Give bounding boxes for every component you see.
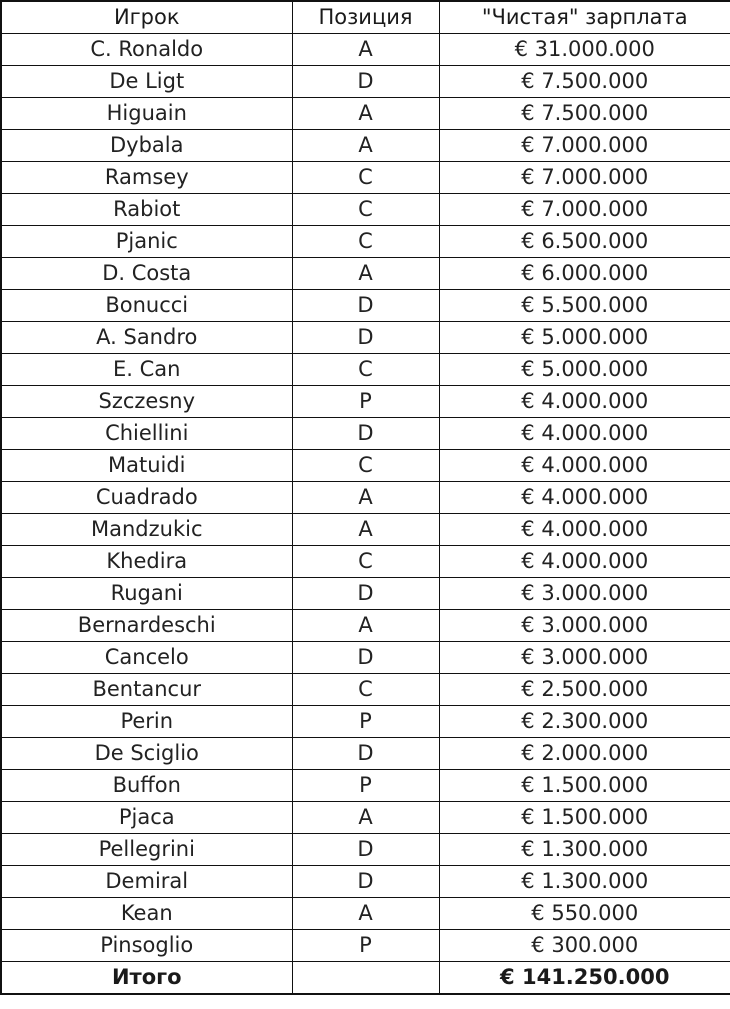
table-row <box>1 258 730 290</box>
salary-cell: € 4.000.000 <box>439 450 730 482</box>
table-row <box>1 290 730 322</box>
position-cell: A <box>292 802 439 834</box>
player-cell: D. Costa <box>1 258 292 290</box>
position-cell: P <box>292 386 439 418</box>
salary-cell: € 3.000.000 <box>439 642 730 674</box>
table-body <box>1 34 730 962</box>
player-cell: Chiellini <box>1 418 292 450</box>
salary-cell: € 31.000.000 <box>439 34 730 66</box>
table-row <box>1 162 730 194</box>
player-cell: Mandzukic <box>1 514 292 546</box>
table-row <box>1 930 730 962</box>
total-position <box>292 962 439 995</box>
player-cell: De Sciglio <box>1 738 292 770</box>
player-cell: Rugani <box>1 578 292 610</box>
salary-cell: € 4.000.000 <box>439 418 730 450</box>
position-cell: D <box>292 418 439 450</box>
salary-cell: € 2.500.000 <box>439 674 730 706</box>
table-row <box>1 194 730 226</box>
salary-cell: € 1.300.000 <box>439 866 730 898</box>
header-row <box>1 1 730 34</box>
table-row <box>1 706 730 738</box>
table-row <box>1 674 730 706</box>
header-salary: "Чистая" зарплата <box>439 1 730 34</box>
position-cell: C <box>292 194 439 226</box>
salary-cell: € 4.000.000 <box>439 386 730 418</box>
position-cell: C <box>292 354 439 386</box>
table-row <box>1 770 730 802</box>
salary-cell: € 2.300.000 <box>439 706 730 738</box>
player-cell: Bonucci <box>1 290 292 322</box>
table-row <box>1 642 730 674</box>
table-row <box>1 130 730 162</box>
player-cell: Cuadrado <box>1 482 292 514</box>
position-cell: A <box>292 98 439 130</box>
table-row <box>1 578 730 610</box>
salary-cell: € 6.500.000 <box>439 226 730 258</box>
total-row <box>1 962 730 995</box>
table-row <box>1 98 730 130</box>
position-cell: D <box>292 322 439 354</box>
player-cell: Matuidi <box>1 450 292 482</box>
player-cell: Pjanic <box>1 226 292 258</box>
header-position: Позиция <box>292 1 439 34</box>
table-row <box>1 66 730 98</box>
table-row <box>1 898 730 930</box>
table-row <box>1 610 730 642</box>
position-cell: D <box>292 578 439 610</box>
table-row <box>1 322 730 354</box>
salary-cell: € 7.000.000 <box>439 194 730 226</box>
salary-cell: € 300.000 <box>439 930 730 962</box>
player-cell: Khedira <box>1 546 292 578</box>
player-cell: Buffon <box>1 770 292 802</box>
position-cell: P <box>292 930 439 962</box>
salary-cell: € 3.000.000 <box>439 610 730 642</box>
position-cell: A <box>292 514 439 546</box>
salary-cell: € 2.000.000 <box>439 738 730 770</box>
position-cell: A <box>292 258 439 290</box>
total-salary: € 141.250.000 <box>439 962 730 995</box>
salary-cell: € 4.000.000 <box>439 482 730 514</box>
table-row <box>1 802 730 834</box>
salary-cell: € 7.500.000 <box>439 66 730 98</box>
salary-cell: € 550.000 <box>439 898 730 930</box>
table-row <box>1 738 730 770</box>
table-row <box>1 418 730 450</box>
table-row <box>1 514 730 546</box>
position-cell: D <box>292 290 439 322</box>
table-row <box>1 386 730 418</box>
position-cell: A <box>292 898 439 930</box>
position-cell: D <box>292 642 439 674</box>
position-cell: P <box>292 770 439 802</box>
table-row <box>1 482 730 514</box>
player-cell: Bentancur <box>1 674 292 706</box>
salary-cell: € 7.500.000 <box>439 98 730 130</box>
player-cell: Szczesny <box>1 386 292 418</box>
table-row <box>1 866 730 898</box>
player-cell: Higuain <box>1 98 292 130</box>
salary-cell: € 5.500.000 <box>439 290 730 322</box>
player-cell: Pjaca <box>1 802 292 834</box>
position-cell: D <box>292 66 439 98</box>
player-cell: Demiral <box>1 866 292 898</box>
position-cell: P <box>292 706 439 738</box>
salary-cell: € 1.300.000 <box>439 834 730 866</box>
player-cell: Pellegrini <box>1 834 292 866</box>
position-cell: D <box>292 866 439 898</box>
player-cell: Pinsoglio <box>1 930 292 962</box>
salary-cell: € 1.500.000 <box>439 802 730 834</box>
position-cell: A <box>292 482 439 514</box>
player-cell: Bernardeschi <box>1 610 292 642</box>
player-cell: Ramsey <box>1 162 292 194</box>
salary-cell: € 4.000.000 <box>439 514 730 546</box>
position-cell: C <box>292 450 439 482</box>
player-cell: Rabiot <box>1 194 292 226</box>
total-label: Итого <box>1 962 292 995</box>
player-cell: Perin <box>1 706 292 738</box>
position-cell: A <box>292 130 439 162</box>
position-cell: A <box>292 610 439 642</box>
table-row <box>1 546 730 578</box>
salary-cell: € 1.500.000 <box>439 770 730 802</box>
position-cell: D <box>292 738 439 770</box>
player-cell: Dybala <box>1 130 292 162</box>
position-cell: C <box>292 162 439 194</box>
salary-cell: € 6.000.000 <box>439 258 730 290</box>
table-row <box>1 34 730 66</box>
table-row <box>1 354 730 386</box>
position-cell: C <box>292 546 439 578</box>
player-cell: Cancelo <box>1 642 292 674</box>
table-row <box>1 834 730 866</box>
position-cell: A <box>292 34 439 66</box>
salary-cell: € 7.000.000 <box>439 162 730 194</box>
table-row <box>1 450 730 482</box>
position-cell: C <box>292 674 439 706</box>
player-cell: De Ligt <box>1 66 292 98</box>
salary-cell: € 5.000.000 <box>439 322 730 354</box>
salary-cell: € 3.000.000 <box>439 578 730 610</box>
player-cell: A. Sandro <box>1 322 292 354</box>
header-player: Игрок <box>1 1 292 34</box>
salary-cell: € 5.000.000 <box>439 354 730 386</box>
player-cell: E. Can <box>1 354 292 386</box>
salary-cell: € 4.000.000 <box>439 546 730 578</box>
player-cell: C. Ronaldo <box>1 34 292 66</box>
salary-cell: € 7.000.000 <box>439 130 730 162</box>
player-cell: Kean <box>1 898 292 930</box>
position-cell: D <box>292 834 439 866</box>
table-row <box>1 226 730 258</box>
position-cell: C <box>292 226 439 258</box>
